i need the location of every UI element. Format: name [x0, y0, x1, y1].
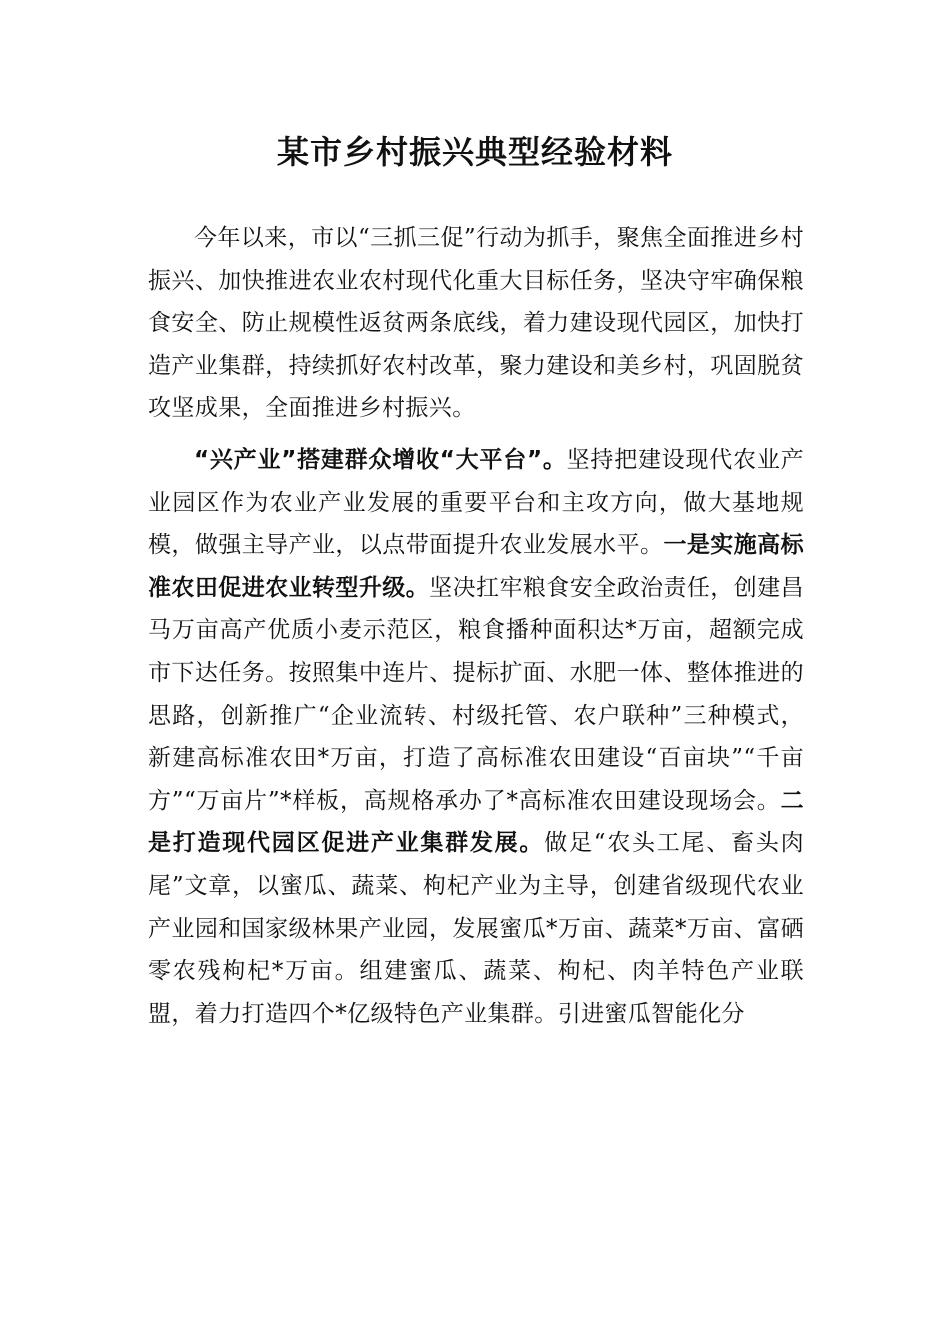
paragraph-text: 做足“农头工尾、畜头肉尾”文章，以蜜瓜、蔬菜、枸杞产业为主导，创建省级现代农业产业园和国家级林果产业园，发展蜜瓜*万亩、蔬菜*万亩、富硒零农残枸杞*万亩。组建蜜瓜、蔬菜、枸杞、肉羊特色产业联盟，着力打造四个*亿级特色产业集群。引进蜜瓜智能化分 [148, 830, 804, 1027]
subsection-heading-2: 二是打造现代园区促进产业集群发展。 [148, 787, 804, 857]
paragraph-intro [148, 217, 804, 430]
subsection-heading-1: 一是实施高标准农田促进农业转型升级。 [148, 532, 804, 601]
paragraph-text: 今年以来，市以“三抓三促”行动为抓手，聚焦全面推进乡村振兴、加快推进农业农村现代化重大目标任务，坚决守牢确保粮食安全、防止规模性返贫两条底线，着力建设现代园区，加快打造产业集群，持续抓好农村改革，聚力建设和美乡村，巩固脱贫攻坚成果，全面推进乡村振兴。 [148, 225, 804, 422]
document-body [148, 217, 804, 1035]
paragraph-text: 坚持把建设现代农业产业园区作为农业产业发展的重要平台和主攻方向，做大基地规模，做强主导产业，以点带面提升农业发展水平。 [148, 446, 805, 559]
document-title: 某市乡村振兴典型经验材料 [276, 133, 673, 171]
paragraph-industry [148, 439, 804, 1035]
paragraph-text: 坚决扛牢粮食安全政治责任，创建昌马万亩高产优质小麦示范区，粮食播种面积达*万亩，超额完成市下达任务。按照集中连片、提标扩面、水肥一体、整体推进的思路，创新推广“企业流转、村级托管、农户联种”三种模式，新建高标准农田*万亩，打造了高标准农田建设“百亩块”“千亩方”“万亩片”*样板，高规格承办了*高标准农田建设现场会。 [148, 574, 804, 814]
section-heading: “兴产业”搭建群众增收“大平台”。 [194, 446, 567, 473]
